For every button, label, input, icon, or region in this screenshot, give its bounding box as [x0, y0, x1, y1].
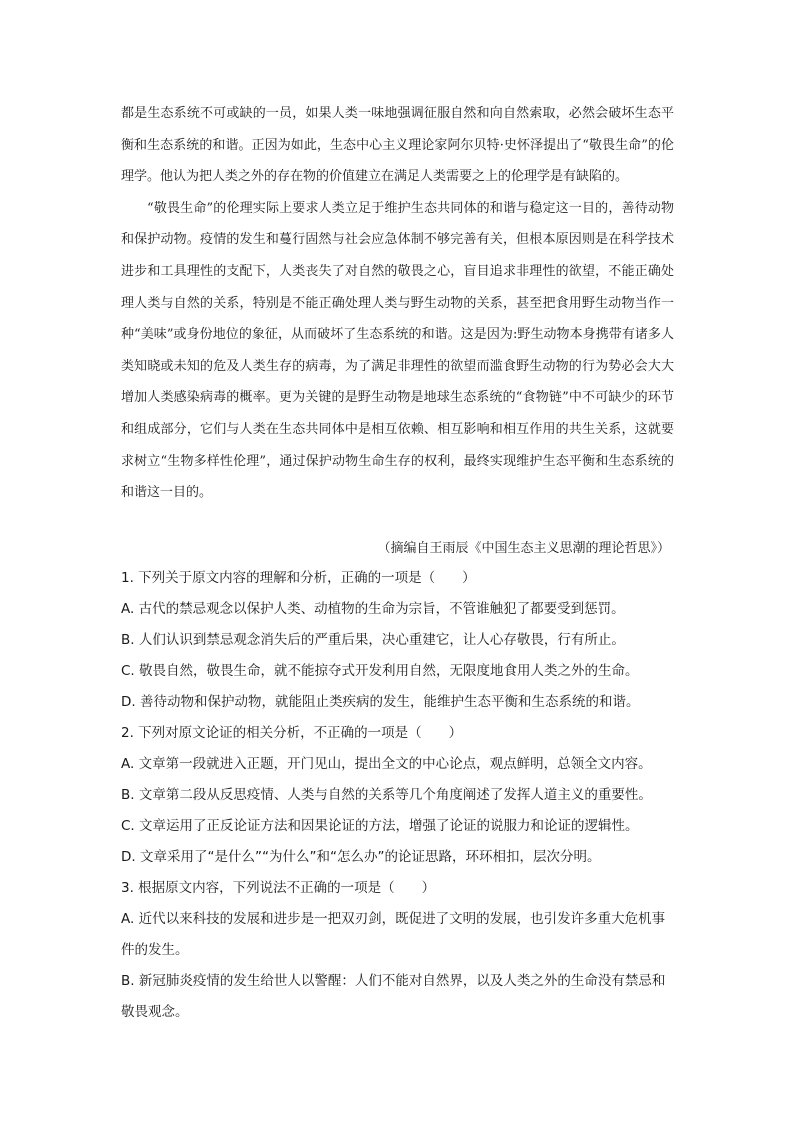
option-a: A. 近代以来科技的发展和进步是一把双刃剑，既促进了文明的发展，也引发许多重大危机事件的发生。: [121, 911, 666, 958]
question-stem: 2. 下列对原文论证的相关分析，不正确的一项是（ ）: [121, 725, 463, 741]
question-stem: 1. 下列关于原文内容的理解和分析，正确的一项是（ ）: [121, 570, 476, 586]
question-list: [121, 563, 674, 1028]
option-a: A. 古代的禁忌观念以保护人类、动植物的生命为宗旨，不管谁触犯了都要受到惩罚。: [121, 601, 625, 617]
option-b: B. 人们认识到禁忌观念消失后的严重后果，决心重建它，让人心存敬畏，行有所止。: [121, 632, 625, 648]
reading-passage: [121, 98, 674, 509]
question-2: [121, 718, 674, 873]
passage-paragraph-2: “敬畏生命”的伦理实际上要求人类立足于维护生态共同体的和谐与稳定这一目的，善待动物和保护动物。疫情的发生和蔓行固然与社会应急体制不够完善有关，但根本原因则是在科学技术进步和工具理性的支配下，人类丧失了对自然的敬畏之心，盲目追求非理性的欲望，不能正确处理人类与自然的关系，特别是不能正确处理人类与野生动物的关系，甚至把食用野生动物当作一种“美味”或身份地位的象征，从而破坏了生态系统的和谐。这是因为:野生动物本身携带有诸多人类知晓或未知的危及人类生存的病毒，为了满足非理性的欲望而滥食野生动物的行为势必会大大增加人类感染病毒的概率。更为关键的是野生动物是地球生态系统的“食物链”中不可缺少的环节和组成部分，它们与人类在生态共同体中是相互依赖、相互影响和相互作用的共生关系，这就要求树立“生物多样性伦理”，通过保护动物生命生存的权利，最终实现维护生态平衡和生态系统的和谐这一目的。: [121, 200, 674, 501]
option-b: B. 新冠肺炎疫情的发生给世人以警醒：人们不能对自然界，以及人类之外的生命没有禁忌和敬畏观念。: [121, 973, 666, 1020]
option-c: C. 敬畏自然，敬畏生命，就不能掠夺式开发利用自然，无限度地食用人类之外的生命。: [121, 663, 639, 679]
option-d: D. 善待动物和保护动物，就能阻止类疾病的发生，能维护生态平衡和生态系统的和谐。: [121, 694, 640, 710]
question-stem: 3. 根据原文内容，下列说法不正确的一项是（ ）: [121, 880, 436, 896]
passage-paragraph-1: 都是生态系统不可或缺的一员，如果人类一味地强调征服自然和向自然索取，必然会破坏生态平衡和生态系统的和谐。正因为如此，生态中心主义理论家阿尔贝特·史怀泽提出了“敬畏生命”的伦理学。他认为把人类之外的存在物的价值建立在满足人类需要之上的伦理学是有缺陷的。: [121, 106, 674, 185]
option-a: A. 文章第一段就进入正题，开门见山，提出全文的中心论点，观点鲜明，总领全文内容。: [121, 756, 652, 772]
question-3: [121, 873, 674, 1028]
passage-source: （摘编自王雨辰《中国生态主义思潮的理论哲思》）: [377, 541, 670, 556]
option-d: D. 文章采用了“是什么”“为什么”和“怎么办”的论证思路，环环相扣，层次分明。: [121, 849, 601, 865]
option-b: B. 文章第二段从反思疫情、人类与自然的关系等几个角度阐述了发挥人道主义的重要性。: [121, 787, 652, 803]
option-c: C. 文章运用了正反论证方法和因果论证的方法，增强了论证的说服力和论证的逻辑性。: [121, 818, 639, 834]
question-1: [121, 563, 674, 718]
